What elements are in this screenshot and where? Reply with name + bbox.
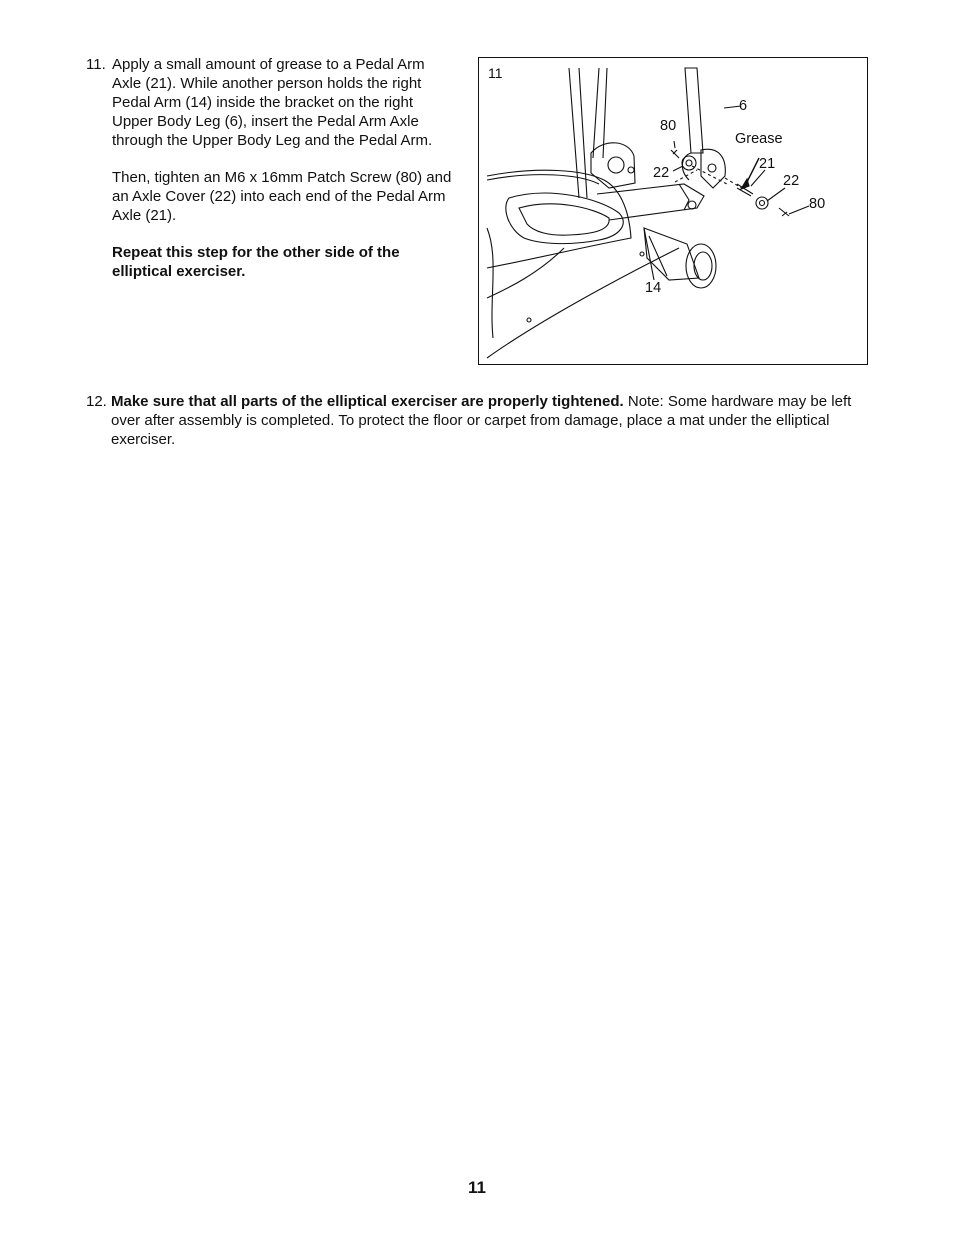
callout-80-left: 80 xyxy=(660,118,677,134)
step-body xyxy=(111,392,876,449)
instruction-paragraph: Apply a small amount of grease to a Pedal Arm Axle (21). While another person holds the right Pedal Arm (14) inside the bracket on the right Upper Body Leg (6), insert the Pedal Arm Axle through the Upper Body Leg and the Pedal Arm. xyxy=(112,56,433,149)
callout-21: 21 xyxy=(759,156,776,172)
callout-14: 14 xyxy=(645,280,662,296)
leg-bracket xyxy=(682,149,725,188)
leader-21 xyxy=(751,170,765,186)
step-number: 11. xyxy=(86,56,106,73)
leader-80-left xyxy=(674,141,675,148)
patch-screw-left xyxy=(671,150,679,158)
callout-22-left: 22 xyxy=(653,165,670,181)
leader-14 xyxy=(644,228,654,280)
repeat-note: Repeat this step for the other side of the elliptical exerciser. xyxy=(112,244,400,280)
tighten-note-text: Note: Some hardware may be left over after assembly is completed. To protect the floor or carpet from damage, place a mat under the elliptical exerciser. xyxy=(111,393,852,448)
axle-cover-left xyxy=(682,156,696,170)
leader-22-right xyxy=(767,188,785,201)
leader-80-right xyxy=(789,206,809,214)
axle-cover-right xyxy=(756,197,768,209)
left-bracket xyxy=(591,143,635,188)
page-number: 11 xyxy=(468,1178,486,1197)
step-11 xyxy=(86,55,456,299)
callout-80-right: 80 xyxy=(809,196,826,212)
figure-number: 11 xyxy=(488,65,503,81)
step-number: 12. xyxy=(86,393,107,410)
pedal xyxy=(506,193,623,244)
upper-body-leg xyxy=(685,68,703,153)
tighten-note-bold: Make sure that all parts of the elliptical exerciser are properly tightened. xyxy=(111,393,624,410)
step-body xyxy=(112,55,456,281)
assembly-figure xyxy=(478,57,868,365)
step-12 xyxy=(86,392,876,449)
instruction-paragraph: Then, tighten an M6 x 16mm Patch Screw (80) and an Axle Cover (22) into each end of the Pedal Arm Axle (21). xyxy=(112,169,452,224)
callout-6: 6 xyxy=(739,98,748,114)
leader-22-left xyxy=(673,166,683,171)
callout-grease: Grease xyxy=(735,131,783,147)
callout-22-right: 22 xyxy=(783,173,800,189)
patch-screw-right xyxy=(779,208,789,216)
bracket-hole xyxy=(608,157,624,173)
